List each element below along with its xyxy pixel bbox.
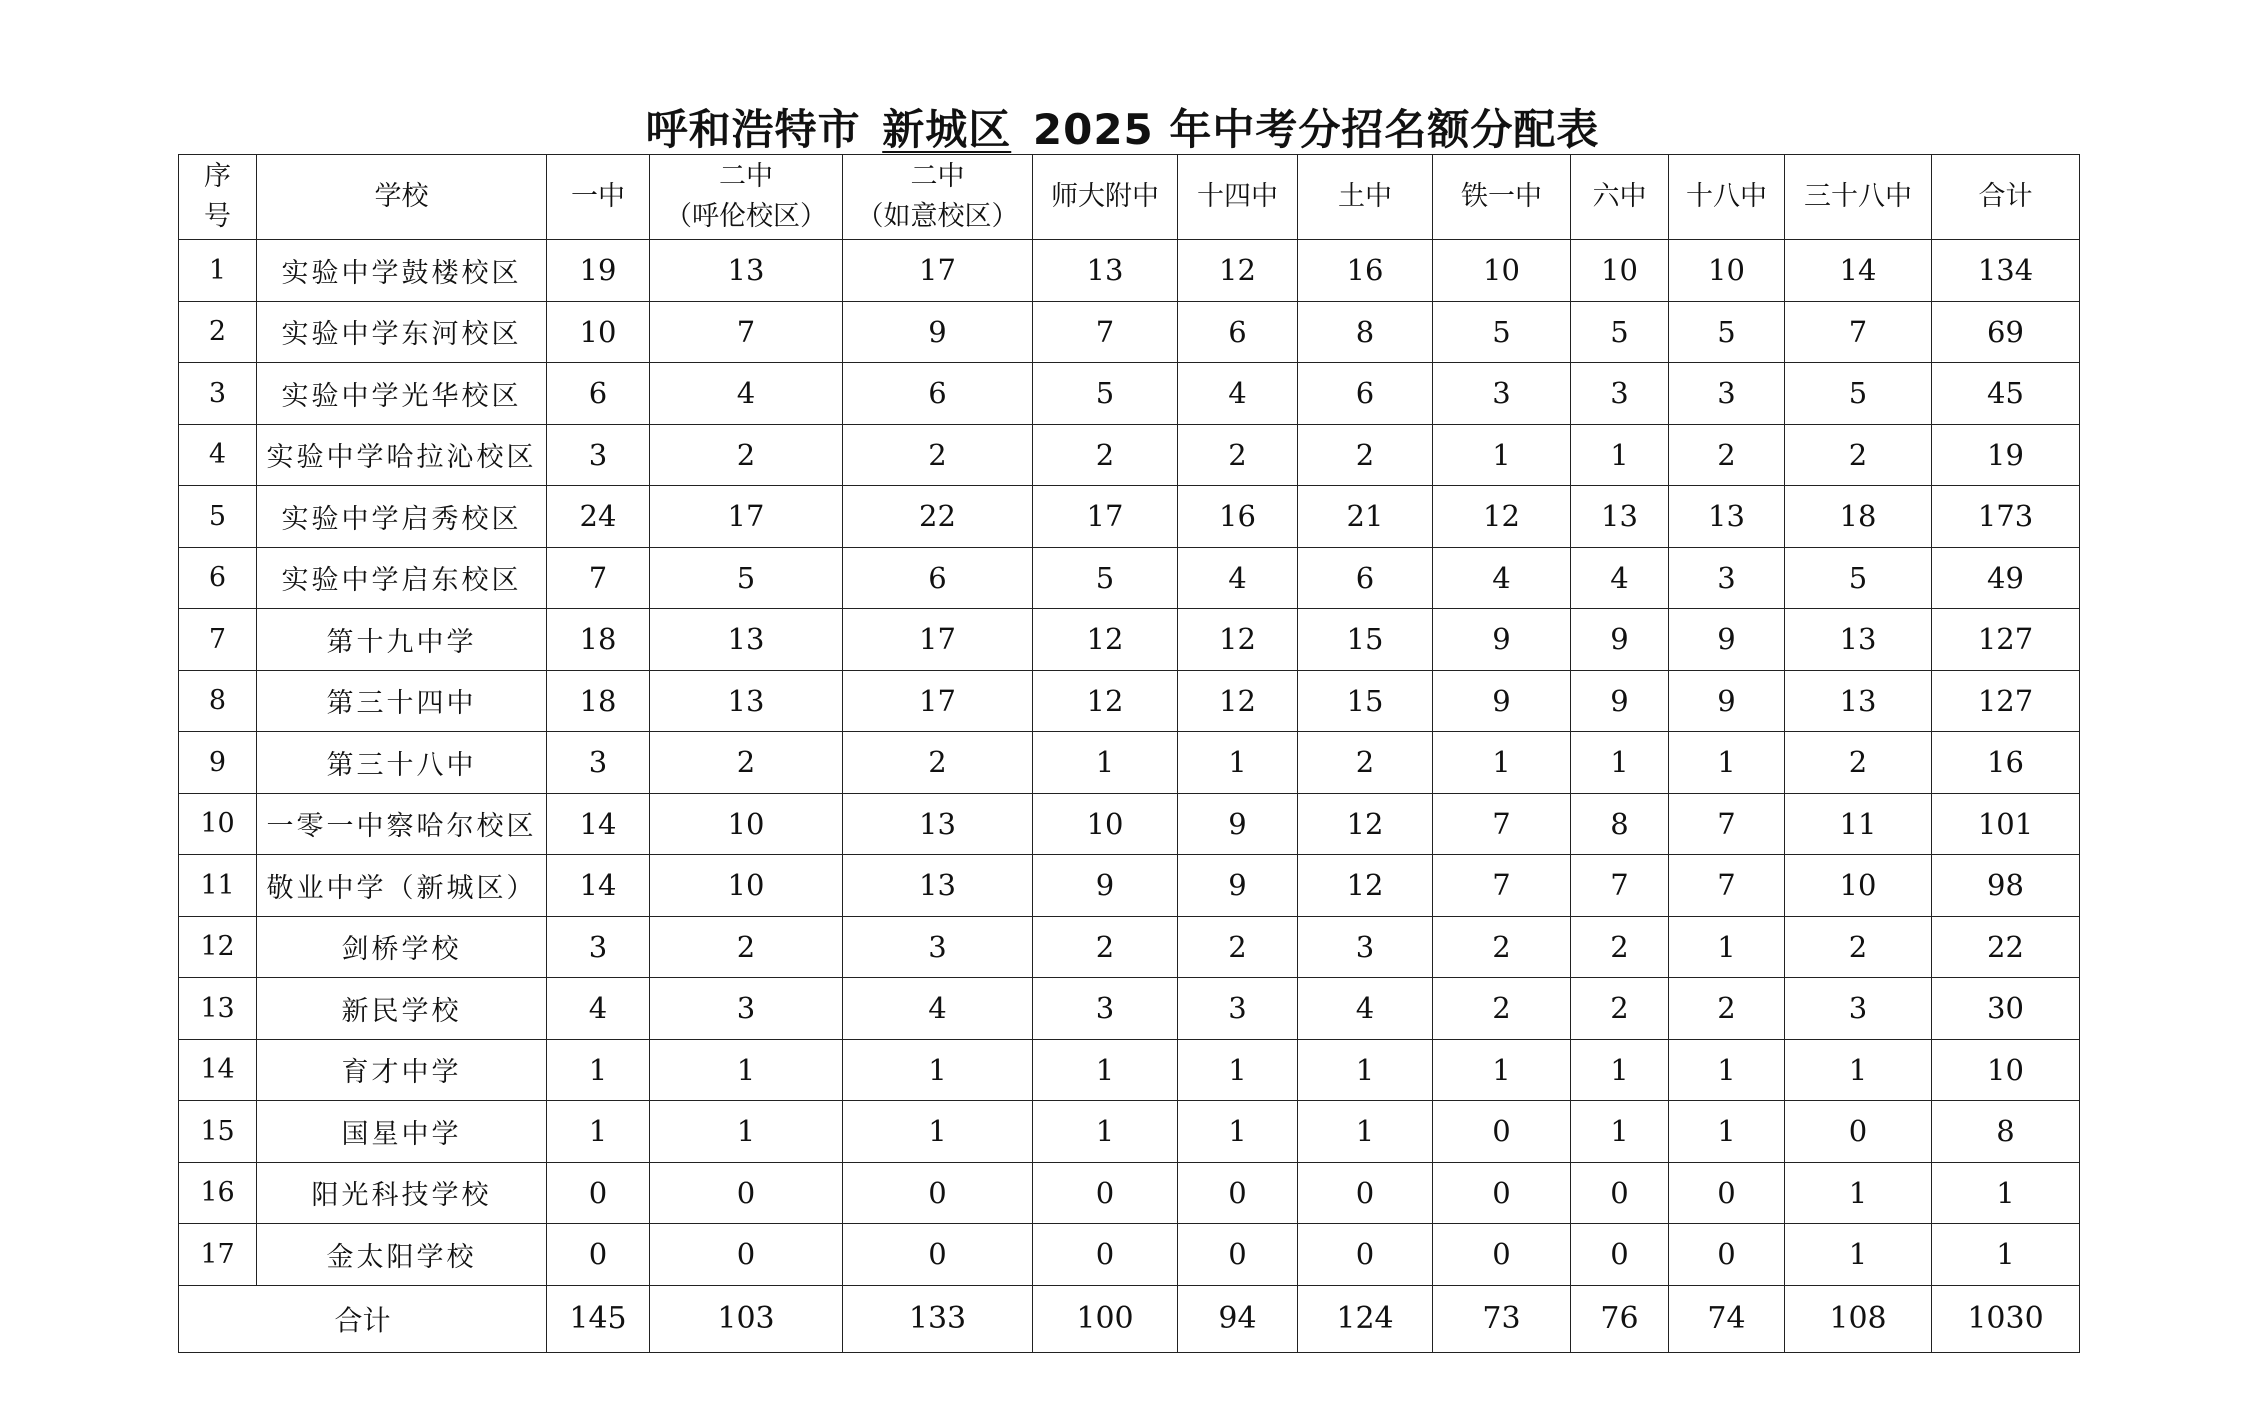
quota-cell: 7 xyxy=(1785,301,1932,363)
total-cell: 73 xyxy=(1433,1285,1571,1352)
quota-cell: 15 xyxy=(1298,670,1433,732)
header-col-label: 二中 xyxy=(910,161,965,192)
quota-cell: 10 xyxy=(1785,855,1932,917)
quota-cell: 2 xyxy=(650,424,843,486)
quota-cell: 1 xyxy=(1669,1101,1785,1163)
quota-cell: 2 xyxy=(843,424,1033,486)
row-school-name: 第三十四中 xyxy=(257,670,547,732)
row-total-cell: 127 xyxy=(1932,609,2080,671)
quota-cell: 0 xyxy=(1033,1224,1178,1286)
header-col-shida-fuzhong xyxy=(1033,155,1178,240)
total-cell: 124 xyxy=(1298,1285,1433,1352)
header-col-label: 师大附中 xyxy=(1051,181,1159,212)
header-col-yizhong xyxy=(547,155,650,240)
row-total-cell: 22 xyxy=(1932,916,2080,978)
quota-cell: 0 xyxy=(1033,1162,1178,1224)
quota-cell: 5 xyxy=(1785,363,1932,425)
header-col-label: 十四中 xyxy=(1197,181,1278,212)
quota-cell: 13 xyxy=(843,855,1033,917)
quota-cell: 1 xyxy=(1433,1039,1571,1101)
quota-cell: 2 xyxy=(650,916,843,978)
quota-cell: 1 xyxy=(1571,1039,1669,1101)
total-cell: 133 xyxy=(843,1285,1033,1352)
row-school-name: 实验中学东河校区 xyxy=(257,301,547,363)
quota-cell: 1 xyxy=(650,1101,843,1163)
table-row xyxy=(179,1039,2080,1101)
row-school-name: 实验中学哈拉沁校区 xyxy=(257,424,547,486)
quota-cell: 3 xyxy=(547,732,650,794)
row-seq: 5 xyxy=(179,486,257,548)
row-school-name: 敬业中学（新城区） xyxy=(257,855,547,917)
row-school-name: 实验中学鼓楼校区 xyxy=(257,240,547,302)
header-col-erzhong-hulun xyxy=(650,155,843,240)
quota-cell: 0 xyxy=(843,1224,1033,1286)
quota-cell: 9 xyxy=(1033,855,1178,917)
quota-cell: 3 xyxy=(650,978,843,1040)
quota-cell: 5 xyxy=(1433,301,1571,363)
total-cell: 76 xyxy=(1571,1285,1669,1352)
quota-cell: 13 xyxy=(1669,486,1785,548)
quota-cell: 5 xyxy=(1669,301,1785,363)
quota-cell: 12 xyxy=(1178,240,1298,302)
quota-cell: 7 xyxy=(1571,855,1669,917)
quota-cell: 12 xyxy=(1033,670,1178,732)
table-row xyxy=(179,732,2080,794)
quota-cell: 7 xyxy=(1669,855,1785,917)
quota-cell: 9 xyxy=(843,301,1033,363)
quota-cell: 1 xyxy=(1298,1101,1433,1163)
quota-cell: 1 xyxy=(1178,1039,1298,1101)
row-school-name: 金太阳学校 xyxy=(257,1224,547,1286)
quota-cell: 1 xyxy=(1033,732,1178,794)
table-row xyxy=(179,916,2080,978)
page-title xyxy=(0,100,2245,160)
quota-cell: 1 xyxy=(1571,1101,1669,1163)
header-col-sanshibazhong xyxy=(1785,155,1932,240)
row-total-cell: 10 xyxy=(1932,1039,2080,1101)
quota-cell: 2 xyxy=(1433,916,1571,978)
quota-cell: 0 xyxy=(1178,1162,1298,1224)
row-total-cell: 30 xyxy=(1932,978,2080,1040)
quota-cell: 2 xyxy=(1298,424,1433,486)
table-row xyxy=(179,240,2080,302)
header-col-total xyxy=(1932,155,2080,240)
quota-table xyxy=(178,154,2080,1353)
total-cell: 94 xyxy=(1178,1285,1298,1352)
quota-cell: 9 xyxy=(1433,609,1571,671)
row-total-cell: 16 xyxy=(1932,732,2080,794)
quota-cell: 9 xyxy=(1178,855,1298,917)
quota-cell: 1 xyxy=(1785,1224,1932,1286)
quota-cell: 2 xyxy=(650,732,843,794)
header-seq-line-1: 序 xyxy=(204,161,231,192)
header-col-shibazhong xyxy=(1669,155,1785,240)
quota-cell: 2 xyxy=(1033,916,1178,978)
total-cell: 145 xyxy=(547,1285,650,1352)
quota-cell: 1 xyxy=(843,1101,1033,1163)
quota-cell: 6 xyxy=(1298,547,1433,609)
row-seq: 7 xyxy=(179,609,257,671)
quota-cell: 0 xyxy=(1669,1162,1785,1224)
row-school-name: 育才中学 xyxy=(257,1039,547,1101)
quota-cell: 5 xyxy=(650,547,843,609)
row-school-name: 第十九中学 xyxy=(257,609,547,671)
row-seq: 2 xyxy=(179,301,257,363)
quota-cell: 10 xyxy=(1033,793,1178,855)
quota-cell: 11 xyxy=(1785,793,1932,855)
quota-cell: 1 xyxy=(1785,1162,1932,1224)
quota-cell: 17 xyxy=(650,486,843,548)
quota-cell: 13 xyxy=(650,670,843,732)
header-col-label: 二中 xyxy=(719,161,773,192)
table-row xyxy=(179,670,2080,732)
title-prefix: 呼和浩特市 xyxy=(645,105,861,155)
quota-cell: 3 xyxy=(547,916,650,978)
quota-cell: 6 xyxy=(547,363,650,425)
quota-cell: 13 xyxy=(650,240,843,302)
quota-cell: 1 xyxy=(547,1039,650,1101)
quota-cell: 2 xyxy=(1033,424,1178,486)
quota-cell: 4 xyxy=(1571,547,1669,609)
quota-cell: 2 xyxy=(1571,978,1669,1040)
row-total-cell: 8 xyxy=(1932,1101,2080,1163)
row-seq: 13 xyxy=(179,978,257,1040)
header-col-sublabel: （如意校区） xyxy=(856,201,1019,232)
header-col-label: 合计 xyxy=(1978,181,2033,212)
row-school-name: 实验中学启东校区 xyxy=(257,547,547,609)
quota-cell: 0 xyxy=(1433,1101,1571,1163)
header-col-erzhong-ruyi xyxy=(843,155,1033,240)
quota-cell: 19 xyxy=(547,240,650,302)
total-cell: 74 xyxy=(1669,1285,1785,1352)
total-cell: 100 xyxy=(1033,1285,1178,1352)
quota-cell: 10 xyxy=(650,855,843,917)
quota-cell: 9 xyxy=(1178,793,1298,855)
table-body xyxy=(179,240,2080,1286)
quota-cell: 1 xyxy=(1033,1039,1178,1101)
quota-cell: 3 xyxy=(1298,916,1433,978)
quota-cell: 7 xyxy=(1433,855,1571,917)
row-seq: 1 xyxy=(179,240,257,302)
quota-cell: 4 xyxy=(1298,978,1433,1040)
quota-cell: 13 xyxy=(1033,240,1178,302)
quota-cell: 14 xyxy=(547,855,650,917)
quota-cell: 6 xyxy=(843,363,1033,425)
quota-cell: 5 xyxy=(1033,363,1178,425)
quota-cell: 6 xyxy=(1178,301,1298,363)
row-school-name: 实验中学启秀校区 xyxy=(257,486,547,548)
quota-cell: 1 xyxy=(1298,1039,1433,1101)
quota-cell: 17 xyxy=(843,670,1033,732)
header-col-tieyizhong xyxy=(1433,155,1571,240)
row-total-cell: 134 xyxy=(1932,240,2080,302)
quota-cell: 15 xyxy=(1298,609,1433,671)
table-row xyxy=(179,363,2080,425)
row-seq: 3 xyxy=(179,363,257,425)
table-row xyxy=(179,486,2080,548)
quota-cell: 14 xyxy=(1785,240,1932,302)
quota-cell: 3 xyxy=(1669,363,1785,425)
table-row xyxy=(179,424,2080,486)
quota-cell: 17 xyxy=(1033,486,1178,548)
row-total-cell: 45 xyxy=(1932,363,2080,425)
quota-cell: 18 xyxy=(547,670,650,732)
quota-cell: 12 xyxy=(1298,793,1433,855)
quota-cell: 9 xyxy=(1433,670,1571,732)
table-row xyxy=(179,793,2080,855)
quota-cell: 10 xyxy=(1433,240,1571,302)
row-seq: 15 xyxy=(179,1101,257,1163)
row-total-cell: 1 xyxy=(1932,1162,2080,1224)
row-total-cell: 127 xyxy=(1932,670,2080,732)
quota-cell: 2 xyxy=(1785,916,1932,978)
quota-cell: 7 xyxy=(547,547,650,609)
quota-cell: 24 xyxy=(547,486,650,548)
quota-cell: 1 xyxy=(1433,424,1571,486)
quota-cell: 1 xyxy=(1669,916,1785,978)
quota-cell: 9 xyxy=(1571,609,1669,671)
row-seq: 16 xyxy=(179,1162,257,1224)
quota-cell: 0 xyxy=(1298,1224,1433,1286)
quota-cell: 1 xyxy=(1178,732,1298,794)
quota-cell: 3 xyxy=(1669,547,1785,609)
quota-cell: 0 xyxy=(1433,1224,1571,1286)
quota-cell: 16 xyxy=(1298,240,1433,302)
table-row xyxy=(179,301,2080,363)
quota-cell: 21 xyxy=(1298,486,1433,548)
quota-cell: 0 xyxy=(843,1162,1033,1224)
quota-cell: 1 xyxy=(1785,1039,1932,1101)
quota-cell: 2 xyxy=(1785,732,1932,794)
quota-cell: 0 xyxy=(1571,1224,1669,1286)
quota-cell: 12 xyxy=(1033,609,1178,671)
row-seq: 12 xyxy=(179,916,257,978)
row-total-cell: 1 xyxy=(1932,1224,2080,1286)
quota-cell: 3 xyxy=(1433,363,1571,425)
quota-cell: 2 xyxy=(1571,916,1669,978)
header-seq xyxy=(179,155,257,240)
quota-cell: 6 xyxy=(843,547,1033,609)
table-row xyxy=(179,1162,2080,1224)
row-school-name: 第三十八中 xyxy=(257,732,547,794)
row-school-name: 阳光科技学校 xyxy=(257,1162,547,1224)
header-col-label: 铁一中 xyxy=(1461,181,1542,212)
row-school-name: 一零一中察哈尔校区 xyxy=(257,793,547,855)
quota-cell: 16 xyxy=(1178,486,1298,548)
quota-cell: 8 xyxy=(1571,793,1669,855)
quota-cell: 1 xyxy=(650,1039,843,1101)
header-col-label: 十八中 xyxy=(1686,181,1767,212)
row-school-name: 国星中学 xyxy=(257,1101,547,1163)
row-school-name: 剑桥学校 xyxy=(257,916,547,978)
quota-cell: 13 xyxy=(843,793,1033,855)
quota-cell: 4 xyxy=(843,978,1033,1040)
row-seq: 10 xyxy=(179,793,257,855)
quota-cell: 13 xyxy=(1785,670,1932,732)
quota-cell: 13 xyxy=(1571,486,1669,548)
quota-cell: 13 xyxy=(1785,609,1932,671)
quota-cell: 2 xyxy=(1669,978,1785,1040)
quota-cell: 10 xyxy=(1669,240,1785,302)
quota-cell: 0 xyxy=(650,1162,843,1224)
quota-cell: 0 xyxy=(1178,1224,1298,1286)
quota-cell: 12 xyxy=(1178,670,1298,732)
table-row xyxy=(179,1101,2080,1163)
grand-total-cell: 1030 xyxy=(1932,1285,2080,1352)
quota-cell: 3 xyxy=(843,916,1033,978)
quota-cell: 7 xyxy=(1669,793,1785,855)
row-seq: 11 xyxy=(179,855,257,917)
row-school-name: 实验中学光华校区 xyxy=(257,363,547,425)
quota-cell: 0 xyxy=(650,1224,843,1286)
quota-cell: 1 xyxy=(1571,732,1669,794)
row-school-name: 新民学校 xyxy=(257,978,547,1040)
row-total-cell: 19 xyxy=(1932,424,2080,486)
quota-cell: 4 xyxy=(650,363,843,425)
quota-cell: 1 xyxy=(1178,1101,1298,1163)
row-seq: 17 xyxy=(179,1224,257,1286)
quota-cell: 14 xyxy=(547,793,650,855)
quota-cell: 0 xyxy=(1433,1162,1571,1224)
quota-cell: 10 xyxy=(1571,240,1669,302)
header-col-label: 土中 xyxy=(1338,181,1392,212)
row-total-cell: 98 xyxy=(1932,855,2080,917)
row-total-cell: 101 xyxy=(1932,793,2080,855)
quota-cell: 17 xyxy=(843,609,1033,671)
quota-cell: 0 xyxy=(1785,1101,1932,1163)
title-district: 新城区 xyxy=(882,105,1012,155)
quota-cell: 7 xyxy=(650,301,843,363)
quota-cell: 9 xyxy=(1669,609,1785,671)
quota-cell: 5 xyxy=(1571,301,1669,363)
quota-cell: 5 xyxy=(1785,547,1932,609)
quota-cell: 3 xyxy=(1178,978,1298,1040)
table-row xyxy=(179,1224,2080,1286)
title-suffix: 2025 年中考分招名额分配表 xyxy=(1032,105,1600,155)
quota-cell: 12 xyxy=(1433,486,1571,548)
quota-cell: 0 xyxy=(1571,1162,1669,1224)
quota-cell: 10 xyxy=(547,301,650,363)
quota-cell: 0 xyxy=(1298,1162,1433,1224)
row-total-cell: 49 xyxy=(1932,547,2080,609)
quota-cell: 2 xyxy=(1298,732,1433,794)
quota-cell: 18 xyxy=(1785,486,1932,548)
quota-cell: 22 xyxy=(843,486,1033,548)
total-row xyxy=(179,1285,2080,1352)
total-cell: 103 xyxy=(650,1285,843,1352)
quota-cell: 17 xyxy=(843,240,1033,302)
table-row xyxy=(179,609,2080,671)
row-seq: 8 xyxy=(179,670,257,732)
quota-cell: 1 xyxy=(1669,732,1785,794)
quota-cell: 13 xyxy=(650,609,843,671)
quota-cell: 3 xyxy=(1571,363,1669,425)
header-col-sublabel: （呼伦校区） xyxy=(665,201,827,232)
row-total-cell: 69 xyxy=(1932,301,2080,363)
quota-cell: 18 xyxy=(547,609,650,671)
quota-cell: 3 xyxy=(1033,978,1178,1040)
quota-cell: 3 xyxy=(547,424,650,486)
quota-cell: 0 xyxy=(547,1162,650,1224)
quota-cell: 4 xyxy=(547,978,650,1040)
row-seq: 14 xyxy=(179,1039,257,1101)
quota-cell: 2 xyxy=(1669,424,1785,486)
header-col-label: 一中 xyxy=(571,181,625,212)
quota-cell: 4 xyxy=(1433,547,1571,609)
header-col-label: 三十八中 xyxy=(1804,181,1912,212)
row-seq: 6 xyxy=(179,547,257,609)
header-row xyxy=(179,155,2080,240)
quota-cell: 2 xyxy=(843,732,1033,794)
quota-cell: 2 xyxy=(1178,424,1298,486)
quota-cell: 9 xyxy=(1571,670,1669,732)
quota-cell: 7 xyxy=(1433,793,1571,855)
table-row xyxy=(179,547,2080,609)
quota-cell: 6 xyxy=(1298,363,1433,425)
quota-cell: 9 xyxy=(1669,670,1785,732)
total-cell: 108 xyxy=(1785,1285,1932,1352)
header-school: 学校 xyxy=(257,155,547,240)
quota-cell: 1 xyxy=(547,1101,650,1163)
header-col-tuzhong xyxy=(1298,155,1433,240)
quota-cell: 2 xyxy=(1433,978,1571,1040)
row-seq: 9 xyxy=(179,732,257,794)
quota-cell: 1 xyxy=(1571,424,1669,486)
quota-cell: 2 xyxy=(1785,424,1932,486)
quota-cell: 3 xyxy=(1785,978,1932,1040)
quota-cell: 1 xyxy=(843,1039,1033,1101)
quota-cell: 0 xyxy=(1669,1224,1785,1286)
quota-cell: 10 xyxy=(650,793,843,855)
quota-cell: 1 xyxy=(1669,1039,1785,1101)
quota-cell: 0 xyxy=(547,1224,650,1286)
header-col-shisizhong xyxy=(1178,155,1298,240)
table-row xyxy=(179,855,2080,917)
header-seq-line-2: 号 xyxy=(204,201,231,232)
quota-cell: 1 xyxy=(1433,732,1571,794)
quota-cell: 5 xyxy=(1033,547,1178,609)
quota-cell: 7 xyxy=(1033,301,1178,363)
quota-cell: 8 xyxy=(1298,301,1433,363)
quota-cell: 4 xyxy=(1178,547,1298,609)
header-col-liuzhong xyxy=(1571,155,1669,240)
row-seq: 4 xyxy=(179,424,257,486)
quota-cell: 12 xyxy=(1178,609,1298,671)
table-row xyxy=(179,978,2080,1040)
quota-cell: 4 xyxy=(1178,363,1298,425)
total-label: 合计 xyxy=(179,1285,547,1352)
header-col-label: 六中 xyxy=(1592,181,1647,212)
row-total-cell: 173 xyxy=(1932,486,2080,548)
quota-cell: 12 xyxy=(1298,855,1433,917)
quota-cell: 1 xyxy=(1033,1101,1178,1163)
quota-cell: 2 xyxy=(1178,916,1298,978)
